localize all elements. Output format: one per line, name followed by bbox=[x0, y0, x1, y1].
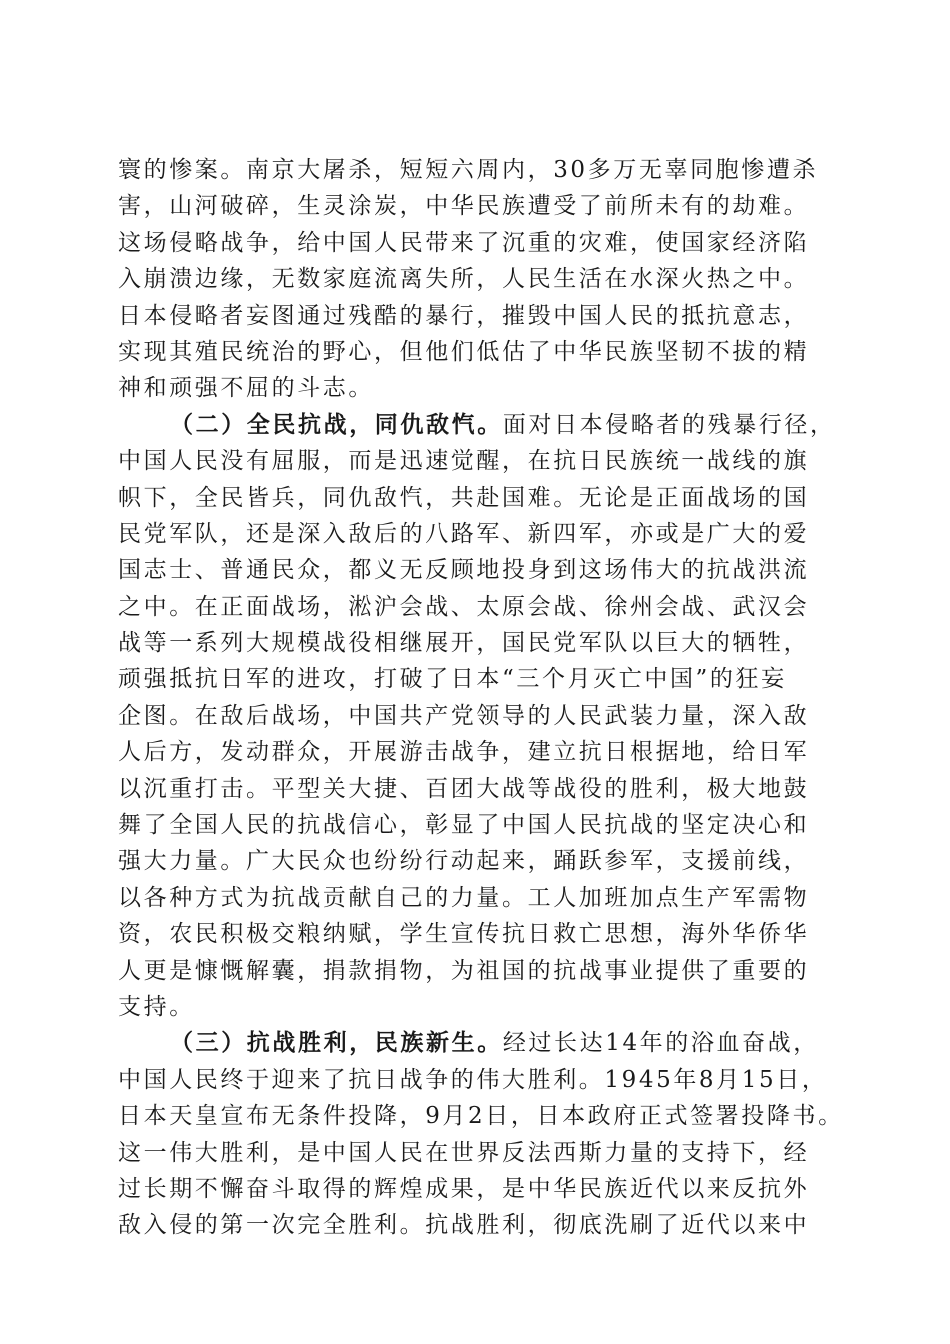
paragraph-2-line: 国志士、普通民众，都义无反顾地投身到这场伟大的抗战洪流 bbox=[118, 557, 810, 584]
paragraph-3-line: 过长期不懈奋斗取得的辉煌成果，是中华民族近代以来反抗外 bbox=[118, 1175, 810, 1202]
paragraph-2-line: 战等一系列大规模战役相继展开，国民党军队以巨大的牺牲， bbox=[118, 630, 810, 657]
paragraph-3-line: 中国人民终于迎来了抗日战争的伟大胜利。1945年8月15日， bbox=[118, 1066, 828, 1093]
paragraph-2-line: 支持。 bbox=[118, 993, 195, 1020]
paragraph-3-first-line bbox=[118, 1025, 838, 1061]
paragraph-2-line: 民党军队，还是深入敌后的八路军、新四军，亦或是广大的爱 bbox=[118, 520, 810, 547]
paragraph-2-line: 资，农民积极交粮纳赋，学生宣传抗日救亡思想，海外华侨华 bbox=[118, 921, 810, 948]
paragraph-3-line: 这一伟大胜利，是中国人民在世界反法西斯力量的支持下，经 bbox=[118, 1139, 810, 1166]
section-2-heading: （二）全民抗战，同仇敌忾。 bbox=[170, 410, 503, 438]
paragraph-1-line: 这场侵略战争，给中国人民带来了沉重的灾难，使国家经济陷 bbox=[118, 229, 810, 256]
paragraph-1-line: 寰的惨案。南京大屠杀，短短六周内，30多万无辜同胞惨遭杀 bbox=[118, 157, 819, 183]
paragraph-2-line: 以各种方式为抗战贡献自己的力量。工人加班加点生产军需物 bbox=[118, 884, 810, 911]
paragraph-3-line: 敌入侵的第一次完全胜利。抗战胜利，彻底洗刷了近代以来中 bbox=[118, 1212, 810, 1239]
paragraph-2-line: 中国人民没有屈服，而是迅速觉醒，在抗日民族统一战线的旗 bbox=[118, 448, 810, 475]
paragraph-2-line: 强大力量。广大民众也纷纷行动起来，踊跃参军，支援前线， bbox=[118, 848, 810, 875]
paragraph-2-line: 人更是慷慨解囊，捐款捐物，为祖国的抗战事业提供了重要的 bbox=[118, 957, 810, 984]
paragraph-3-line: 日本天皇宣布无条件投降，9月2日，日本政府正式签署投降书。 bbox=[118, 1103, 844, 1130]
paragraph-3-first-line-text: 经过长达14年的浴血奋战， bbox=[502, 1030, 819, 1057]
paragraph-1-line: 日本侵略者妄图通过残酷的暴行，摧毁中国人民的抵抗意志， bbox=[118, 302, 810, 329]
paragraph-2-line: 以沉重打击。平型关大捷、百团大战等战役的胜利，极大地鼓 bbox=[118, 775, 810, 802]
section-3-heading: （三）抗战胜利，民族新生。 bbox=[170, 1029, 503, 1057]
paragraph-2-line: 帜下，全民皆兵，同仇敌忾，共赴国难。无论是正面战场的国 bbox=[118, 484, 810, 511]
paragraph-2-line: 顽强抵抗日军的进攻，打破了日本“三个月灭亡中国”的狂妄 bbox=[118, 666, 787, 693]
paragraph-1-line: 神和顽强不屈的斗志。 bbox=[118, 375, 374, 402]
paragraph-2-first-line-text: 面对日本侵略者的残暴行径， bbox=[502, 411, 836, 438]
paragraph-2-first-line bbox=[118, 407, 838, 443]
paragraph-2-line: 企图。在敌后战场，中国共产党领导的人民武装力量，深入敌 bbox=[118, 702, 810, 729]
paragraph-2-line: 人后方，发动群众，开展游击战争，建立抗日根据地，给日军 bbox=[118, 739, 810, 766]
paragraph-1-line: 入崩溃边缘，无数家庭流离失所，人民生活在水深火热之中。 bbox=[118, 266, 810, 293]
paragraph-2-line: 之中。在正面战场，淞沪会战、太原会战、徐州会战、武汉会 bbox=[118, 593, 810, 620]
paragraph-1-line: 实现其殖民统治的野心，但他们低估了中华民族坚韧不拔的精 bbox=[118, 338, 810, 365]
document-body bbox=[118, 152, 844, 1244]
paragraph-1-line: 害，山河破碎，生灵涂炭，中华民族遭受了前所未有的劫难。 bbox=[118, 193, 810, 220]
paragraph-2-line: 舞了全国人民的抗战信心，彰显了中国人民抗战的坚定决心和 bbox=[118, 812, 810, 839]
